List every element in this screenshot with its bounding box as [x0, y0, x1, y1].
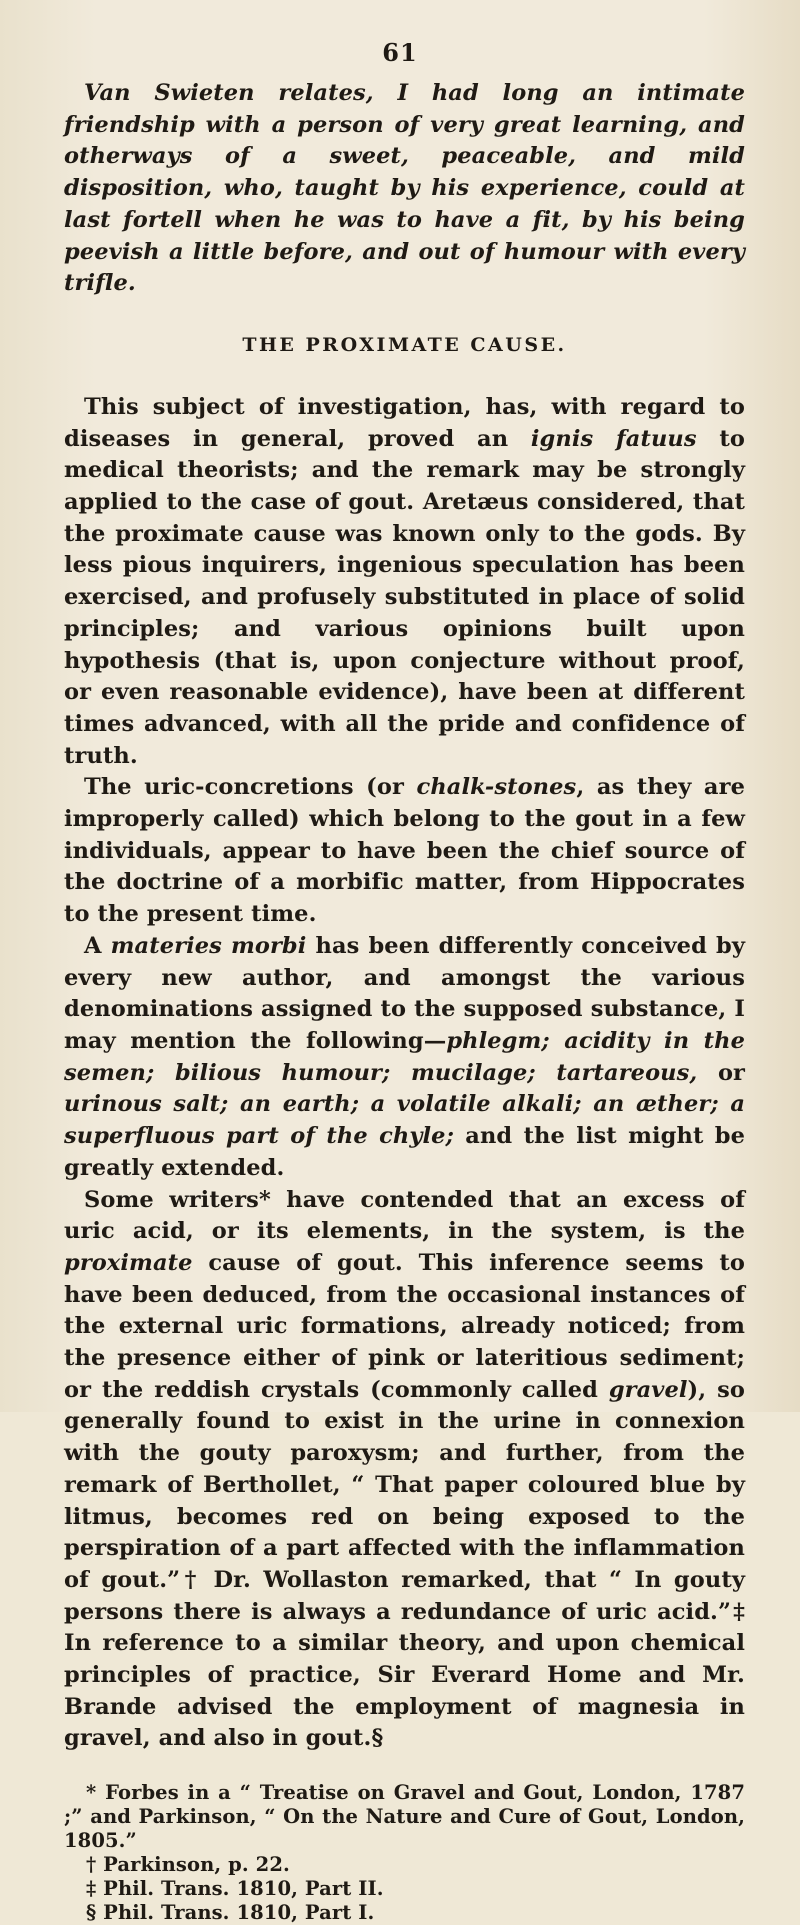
italic-list: phlegm; acidity in the semen; bilious humour; mucilage; tartareous,: [64, 1027, 745, 1086]
text-run: or: [697, 1059, 746, 1086]
text-run: A: [84, 932, 111, 959]
italic-term: proximate: [64, 1249, 193, 1276]
paragraph-proximate-cause-intro: [64, 392, 745, 772]
footnote: * Forbes in a “ Treatise on Gravel and Gout, London, 1787 ;” and Parkinson, “ On the Nature and Cure of Gout, London, 1805.”: [64, 1781, 745, 1853]
paragraph-uric-acid: [64, 1185, 745, 1756]
italic-term: ignis fatuus: [530, 425, 697, 452]
footnote: ‡ Phil. Trans. 1810, Part II.: [86, 1877, 384, 1901]
italic-term: chalk-stones: [416, 774, 577, 801]
footnote: § Phil. Trans. 1810, Part I.: [86, 1901, 375, 1925]
page-number: 61: [382, 38, 418, 67]
text-run: to medical theorists; and the remark may be strongly applied to the case of gout. Aretæus considered, that the proximate cause was known only to the gods. By less pious inquirers, ingenious speculation has been exercised, and profusely substituted in place of solid principles; and various opinions built upon hypothesis (that is, upon conjecture without proof, or even reasonable evidence), have been at different times advanced, with all the pride and confidence of truth.: [64, 425, 745, 769]
text-run: ), so generally found to exist in the urine in connexion with the gouty paroxysm; and further, from the remark of Berthollet, “ That paper coloured blue by litmus, becomes red on being exposed to the perspiration of a part affected with the inflammation of gout.”† Dr. Wollaston remarked, that “ In gouty persons there is always a redundance of uric acid.”‡ In reference to a similar theory, and upon chemical principles of practice, Sir Everard Home and Mr. Brande advised the employment of magnesia in gravel, and also in gout.§: [64, 1376, 745, 1752]
paragraph-uric-concretions: [64, 772, 745, 931]
text-run: The uric-concretions (or: [84, 774, 417, 801]
paragraph-materies-morbi: [64, 931, 745, 1185]
italic-list: urinous salt; an earth; a volatile alkali; an æther; a superfluous part of the chyle;: [64, 1091, 745, 1150]
intro-paragraph: Van Swieten relates, I had long an intimate friendship with a person of very great learning, and otherways of a sweet, peaceable, and mild disposition, who, taught by his experience, could at last fortell when he was to have a fit, by his being peevish a little before, and out of humour with every trifle.: [64, 80, 745, 297]
text-run: , as they are improperly called) which belong to the gout in a few individuals, appear to have been the chief source of the doctrine of a morbific matter, from Hippocrates to the present time.: [64, 774, 745, 928]
italic-term: gravel: [608, 1376, 688, 1403]
text-run: has been differently conceived by every new author, and amongst the various denominations assigned to the supposed substance, I may mention the following—: [64, 932, 745, 1054]
section-heading: THE PROXIMATE CAUSE.: [242, 333, 567, 356]
text-run: This subject of investigation, has, with regard to diseases in general, proved an: [64, 393, 745, 452]
text-run: and the list might be greatly extended.: [64, 1123, 745, 1181]
footnote: † Parkinson, p. 22.: [86, 1853, 290, 1877]
footnotes: [64, 1781, 745, 1925]
italic-term: materies morbi: [110, 932, 307, 959]
text-run: Some writers* have contended that an excess of uric acid, or its elements, in the system, is the: [64, 1186, 745, 1245]
text-run: cause of gout. This inference seems to have been deduced, from the occasional instances of the external uric formations, already noticed; from the presence either of pink or lateritious sediment; or the reddish crystals (commonly called: [64, 1249, 745, 1403]
